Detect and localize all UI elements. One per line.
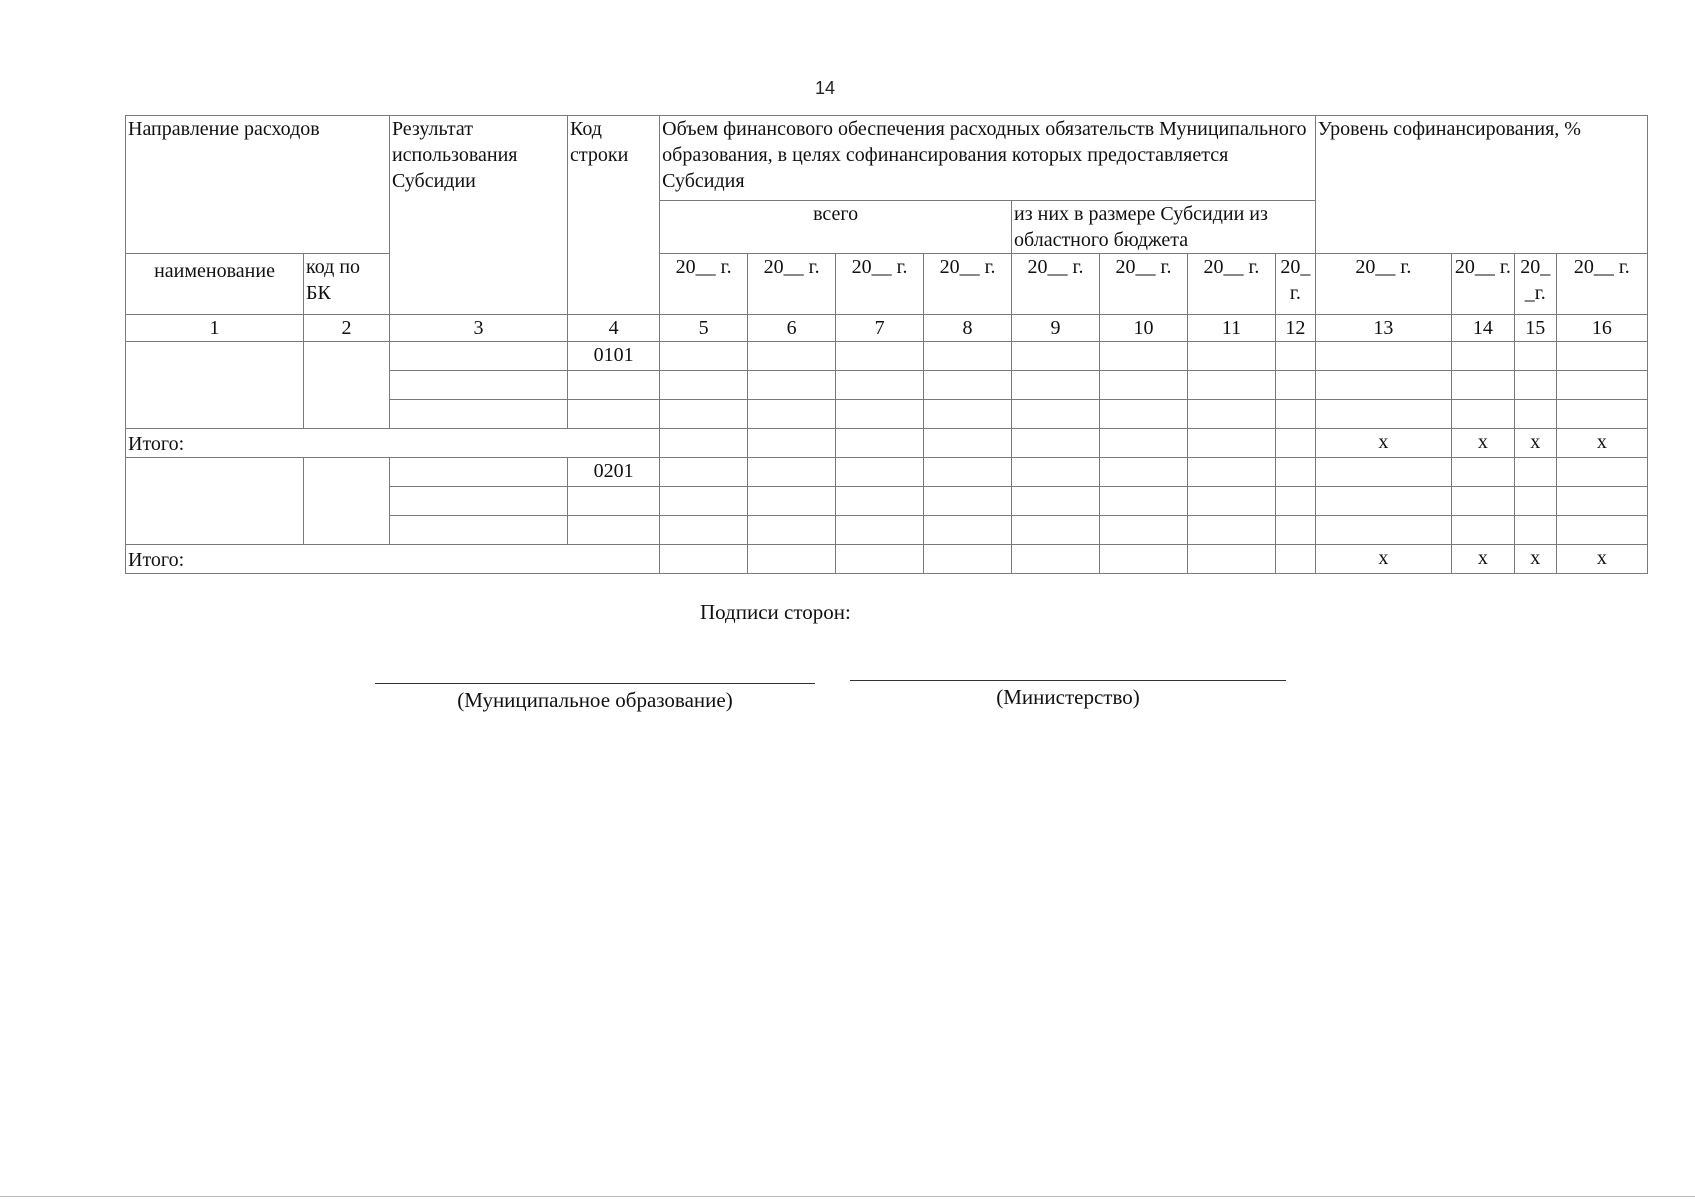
year-col-10: 20__ г. (1100, 254, 1188, 315)
year-col-13: 20__ г. (1315, 254, 1451, 315)
total-row (126, 429, 1648, 458)
year-col-12: 20_ г. (1275, 254, 1315, 315)
column-number: 9 (1012, 315, 1100, 342)
x-mark: x (1556, 545, 1647, 574)
column-number: 15 (1514, 315, 1556, 342)
x-mark: x (1451, 429, 1514, 458)
column-number: 3 (389, 315, 567, 342)
x-mark: x (1514, 429, 1556, 458)
table-row (126, 342, 1648, 371)
header-total-all: всего (660, 201, 1012, 254)
cell (389, 458, 567, 487)
column-number: 5 (660, 315, 748, 342)
signatures-title: Подписи сторон: (700, 600, 851, 624)
cell (126, 342, 304, 429)
year-col-5: 20__ г. (660, 254, 748, 315)
year-col-6: 20__ г. (748, 254, 836, 315)
header-bk-code: код по БК (304, 254, 390, 315)
page-number: 14 (814, 78, 836, 98)
year-col-11: 20__ г. (1187, 254, 1275, 315)
header-from-subsidy: из них в размере Субсидии из областного бюджета (1012, 201, 1316, 254)
header-direction: Направление расходов (126, 116, 390, 254)
signature-line-ministry (850, 680, 1286, 681)
x-mark: x (1315, 429, 1451, 458)
column-number: 1 (126, 315, 304, 342)
column-number: 12 (1275, 315, 1315, 342)
column-number: 7 (836, 315, 924, 342)
column-number: 10 (1100, 315, 1188, 342)
column-number: 2 (304, 315, 390, 342)
column-number: 4 (567, 315, 659, 342)
total-label: Итого: (126, 429, 660, 458)
signature-label-municipality: (Муниципальное образование) (457, 688, 733, 712)
column-number: 6 (748, 315, 836, 342)
year-col-8: 20__ г. (924, 254, 1012, 315)
header-level: Уровень софинансирования, % (1315, 116, 1647, 254)
cell (304, 342, 390, 429)
column-number: 14 (1451, 315, 1514, 342)
total-label: Итого: (126, 545, 660, 574)
x-mark: x (1315, 545, 1451, 574)
cell (304, 458, 390, 545)
column-number: 16 (1556, 315, 1647, 342)
total-row (126, 545, 1648, 574)
header-volume: Объем финансового обеспечения расходных обязательств Муниципального образования, в целях софинансирования которых предоставляется Субсидия (660, 116, 1316, 201)
year-col-15: 20_ _г. (1514, 254, 1556, 315)
year-col-7: 20__ г. (836, 254, 924, 315)
signature-label-ministry: (Министерство) (996, 685, 1140, 709)
row-code: 0201 (567, 458, 659, 487)
table-row (126, 458, 1648, 487)
header-name: наименование (126, 254, 304, 315)
cell (389, 342, 567, 371)
signature-line-municipality (375, 683, 815, 684)
year-col-14: 20__ г. (1451, 254, 1514, 315)
header-result: Результат использования Субсидии (389, 116, 567, 315)
column-number: 13 (1315, 315, 1451, 342)
x-mark: x (1514, 545, 1556, 574)
page-bottom-rule (0, 1196, 1695, 1197)
x-mark: x (1556, 429, 1647, 458)
subsidy-table (125, 115, 1648, 574)
header-code: Код строки (567, 116, 659, 315)
column-number: 8 (924, 315, 1012, 342)
column-number: 11 (1187, 315, 1275, 342)
year-col-16: 20__ г. (1556, 254, 1647, 315)
x-mark: x (1451, 545, 1514, 574)
year-col-9: 20__ г. (1012, 254, 1100, 315)
cell (126, 458, 304, 545)
row-code: 0101 (567, 342, 659, 371)
